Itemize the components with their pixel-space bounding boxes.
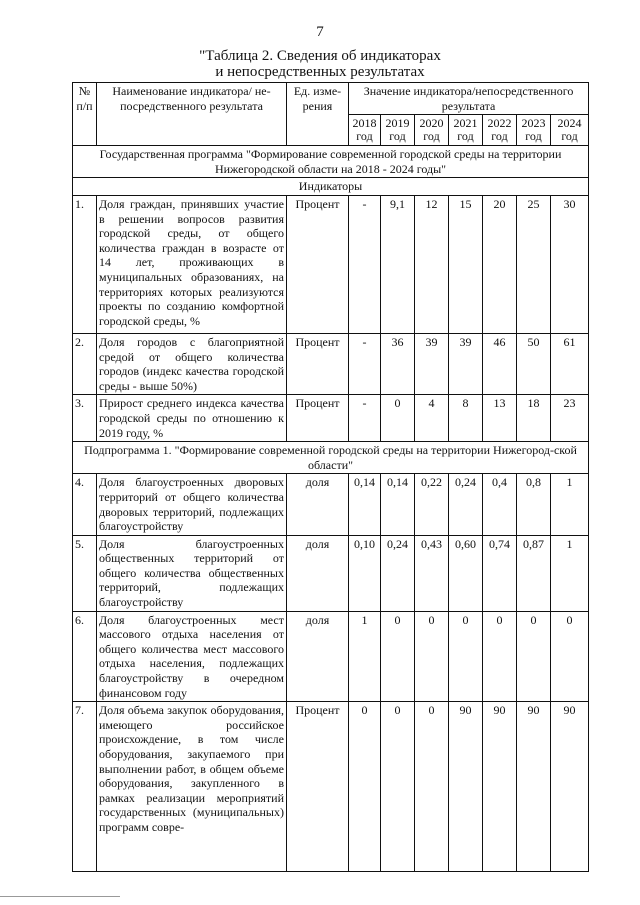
table-row <box>73 195 589 333</box>
row-value: 25 <box>517 195 551 333</box>
table-title <box>0 48 640 80</box>
row-unit: доля <box>287 474 349 535</box>
header-year-2023: 2023 год <box>517 115 551 146</box>
table-title-line1: "Таблица 2. Сведения об индикаторах <box>199 48 441 64</box>
row-value: 90 <box>551 702 589 872</box>
row-value: 90 <box>449 702 483 872</box>
row-unit: Процент <box>287 702 349 872</box>
table-row <box>73 535 589 611</box>
row-name: Доля благоустроенных дворовых территорий от общего количества дворовых территорий, подлежащих благоустройству <box>97 474 287 535</box>
header-unit: Ед. изме- рения <box>287 83 349 146</box>
row-value: 0 <box>517 611 551 702</box>
row-value: 0 <box>483 611 517 702</box>
row-value: 0,60 <box>449 535 483 611</box>
row-value: 90 <box>517 702 551 872</box>
row-value: 36 <box>381 333 415 394</box>
row-value: - <box>349 395 381 442</box>
row-name: Доля городов с благоприятной средой от общего количества городов (индекс качества городской среды - выше 50%) <box>97 333 287 394</box>
row-value: 0,8 <box>517 474 551 535</box>
row-unit: Процент <box>287 333 349 394</box>
row-value: 8 <box>449 395 483 442</box>
row-value: - <box>349 195 381 333</box>
header-year-2021: 2021 год <box>449 115 483 146</box>
row-value: 1 <box>551 535 589 611</box>
row-value: 50 <box>517 333 551 394</box>
table-row <box>73 395 589 442</box>
page-number: 7 <box>316 24 324 40</box>
row-value: 0,14 <box>381 474 415 535</box>
row-num: 7. <box>73 702 97 872</box>
row-unit: Процент <box>287 195 349 333</box>
header-value-group: Значение индикатора/непосредственного результата <box>349 83 589 115</box>
row-value: 0,4 <box>483 474 517 535</box>
row-value: 61 <box>551 333 589 394</box>
row-num: 6. <box>73 611 97 702</box>
row-value: 46 <box>483 333 517 394</box>
row-value: 1 <box>349 611 381 702</box>
header-year-2018: 2018 год <box>349 115 381 146</box>
row-value: 18 <box>517 395 551 442</box>
row-value: - <box>349 333 381 394</box>
table-row <box>73 611 589 702</box>
row-num: 4. <box>73 474 97 535</box>
header-num: № п/п <box>73 83 97 146</box>
row-value: 0 <box>415 702 449 872</box>
row-value: 13 <box>483 395 517 442</box>
footer-rule <box>0 896 120 897</box>
row-value: 9,1 <box>381 195 415 333</box>
row-unit: доля <box>287 535 349 611</box>
row-value: 15 <box>449 195 483 333</box>
row-value: 0 <box>381 702 415 872</box>
row-value: 39 <box>415 333 449 394</box>
table-row <box>73 333 589 394</box>
row-value: 0 <box>551 611 589 702</box>
row-name: Доля граждан, принявших участие в решении вопросов развития городской среды, от общего количества граждан в возрасте от 14 лет, проживающих в муниципальных образованиях, на территориях которых реализуются проекты по созданию комфортной городской среды, % <box>97 195 287 333</box>
row-num: 3. <box>73 395 97 442</box>
row-value: 0 <box>381 611 415 702</box>
row-unit: Процент <box>287 395 349 442</box>
row-value: 39 <box>449 333 483 394</box>
table-row <box>73 474 589 535</box>
row-value: 0,10 <box>349 535 381 611</box>
row-name: Доля благоустроенных мест массового отдыха населения от общего количества мест массового отдыха населения, подлежащих благоустройству в очередном финансовом году <box>97 611 287 702</box>
row-value: 20 <box>483 195 517 333</box>
row-value: 4 <box>415 395 449 442</box>
row-value: 90 <box>483 702 517 872</box>
row-value: 0,24 <box>381 535 415 611</box>
indicators-table <box>72 82 589 872</box>
row-value: 1 <box>551 474 589 535</box>
header-year-2024: 2024 год <box>551 115 589 146</box>
table-row <box>73 702 589 872</box>
section-indicators: Индикаторы <box>73 178 589 196</box>
row-value: 0,87 <box>517 535 551 611</box>
header-name: Наименование индикатора/ не- посредственного результата <box>97 83 287 146</box>
row-value: 0,14 <box>349 474 381 535</box>
section-subprogram: Подпрограмма 1. "Формирование современной городской среды на территории Нижегород-ской области" <box>73 442 589 474</box>
header-row <box>73 83 589 115</box>
row-name: Прирост среднего индекса качества городской среды по отношению к 2019 году, % <box>97 395 287 442</box>
row-unit: доля <box>287 611 349 702</box>
section-program: Государственная программа "Формирование современной городской среды на территории Нижегородской области на 2018 - 2024 годы" <box>73 146 589 178</box>
row-name: Доля благоустроенных общественных территорий от общего количества общественных территорий, подлежащих благоустройству <box>97 535 287 611</box>
row-value: 0 <box>349 702 381 872</box>
row-num: 2. <box>73 333 97 394</box>
header-year-2019: 2019 год <box>381 115 415 146</box>
row-num: 5. <box>73 535 97 611</box>
row-value: 0 <box>449 611 483 702</box>
row-value: 0,74 <box>483 535 517 611</box>
row-value: 0,22 <box>415 474 449 535</box>
row-value: 0,24 <box>449 474 483 535</box>
row-value: 0 <box>415 611 449 702</box>
row-value: 12 <box>415 195 449 333</box>
row-value: 23 <box>551 395 589 442</box>
header-year-2020: 2020 год <box>415 115 449 146</box>
row-value: 0 <box>381 395 415 442</box>
header-year-2022: 2022 год <box>483 115 517 146</box>
row-value: 30 <box>551 195 589 333</box>
row-value: 0,43 <box>415 535 449 611</box>
row-name: Доля объема закупок оборудования, имеющего российское происхождение, в том числе оборудования, закупаемого при выполнении работ, в общем объеме оборудования, закупленного в рамках реализации мероприятий государственных (муниципальных) программ совре- <box>97 702 287 872</box>
table-title-line2: и непосредственных результатах <box>215 64 425 80</box>
row-num: 1. <box>73 195 97 333</box>
